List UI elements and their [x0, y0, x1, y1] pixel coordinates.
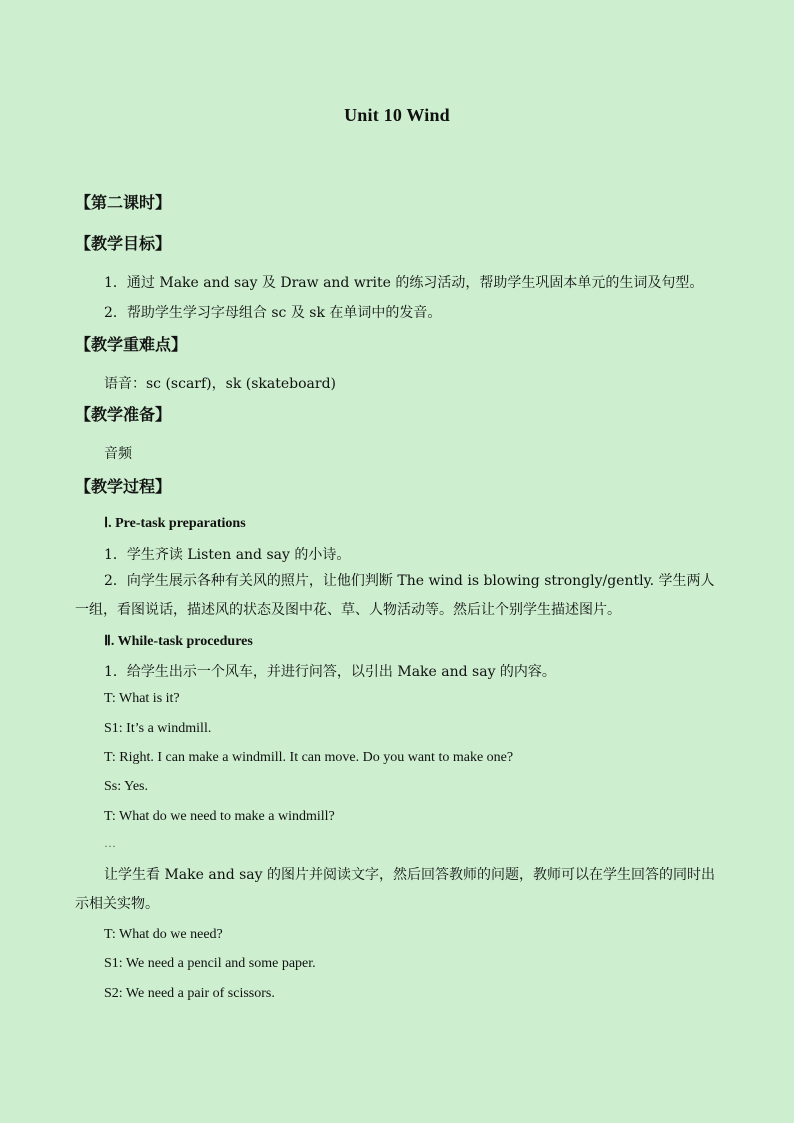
key-points-text: 语音：sc (scarf)，sk (skateboard)	[104, 376, 337, 392]
key-points-heading: 【教学重难点】	[75, 335, 188, 354]
objective-item-2: 2．帮助学生学习字母组合 sc 及 sk 在单词中的发音。	[104, 305, 442, 321]
lesson-label: 【第二课时】	[75, 193, 172, 212]
section-1-item-2: 2．向学生展示各种有关风的照片，让他们判断 The wind is blowing strongly/gently. 学生两人一组，看图说话，描述风的状态及图中花、草、人物活动等。然后让个别学生描述图片。	[75, 573, 715, 618]
section-1-title: Ⅰ. Pre-task preparations	[104, 516, 246, 531]
instruction-paragraph: 让学生看 Make and say 的图片并阅读文字，然后回答教师的问题，教师可以在学生回答的同时出示相关实物。	[75, 867, 716, 912]
dialogue-ellipsis: …	[104, 836, 116, 850]
document-title: Unit 10 Wind	[344, 105, 450, 125]
dialogue-line: T: What do we need to make a windmill?	[104, 809, 335, 824]
dialogue-line: T: What is it?	[104, 691, 180, 706]
dialogue-line: T: Right. I can make a windmill. It can move. Do you want to make one?	[104, 750, 514, 765]
objective-item-1: 1．通过 Make and say 及 Draw and write 的练习活动，帮助学生巩固本单元的生词及句型。	[104, 275, 704, 291]
dialogue-line: S2: We need a pair of scissors.	[104, 986, 275, 1001]
section-2-item-1: 1．给学生出示一个风车，并进行问答，以引出 Make and say 的内容。	[104, 664, 556, 680]
dialogue-line: Ss: Yes.	[104, 779, 148, 794]
process-heading: 【教学过程】	[75, 477, 172, 496]
preparation-heading: 【教学准备】	[75, 405, 172, 424]
dialogue-line: S1: We need a pencil and some paper.	[104, 956, 316, 971]
section-2-title: Ⅱ. While-task procedures	[104, 634, 253, 649]
dialogue-line: S1: It’s a windmill.	[104, 721, 212, 736]
objectives-heading: 【教学目标】	[75, 234, 172, 253]
dialogue-line: T: What do we need?	[104, 927, 223, 942]
preparation-text: 音频	[104, 446, 132, 462]
section-1-item-1: 1．学生齐读 Listen and say 的小诗。	[104, 547, 351, 563]
